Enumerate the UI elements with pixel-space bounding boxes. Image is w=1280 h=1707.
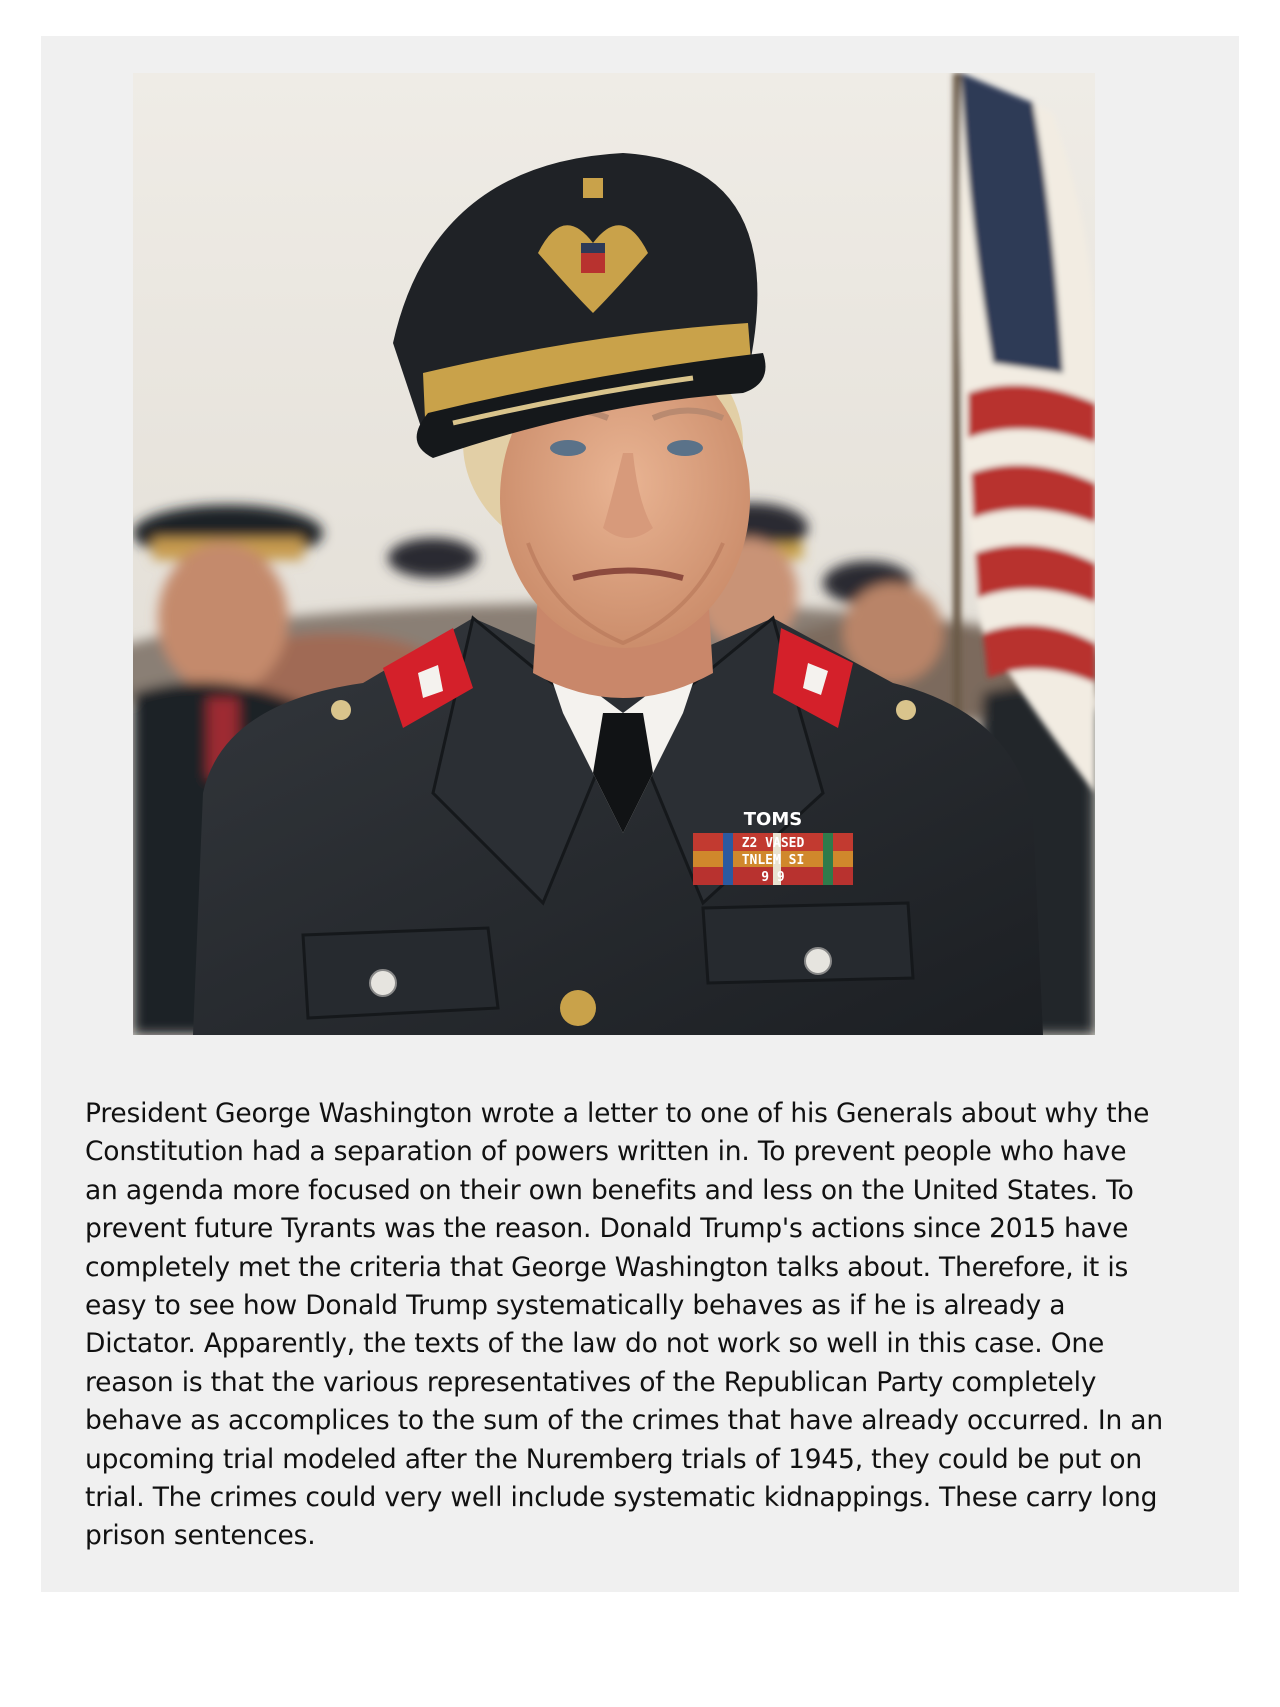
article-line: Dictator. Apparently, the texts of the law do not work so well in this case. One bbox=[85, 1328, 1105, 1360]
post-card bbox=[41, 36, 1239, 1592]
article-line: reason is that the various representatives of the Republican Party completely bbox=[85, 1366, 1097, 1398]
article-line: easy to see how Donald Trump systematically behaves as if he is already a bbox=[85, 1290, 1066, 1322]
ribbon-row-2: TNLEM SI bbox=[741, 853, 805, 868]
article-line: an agenda more focused on their own benefits and less on the United States. To bbox=[85, 1174, 1134, 1206]
article-body bbox=[85, 1095, 1215, 1556]
article-line: prison sentences. bbox=[85, 1520, 316, 1552]
article-line: upcoming trial modeled after the Nuremberg trials of 1945, they could be put on bbox=[85, 1443, 1142, 1475]
portrait-image bbox=[133, 73, 1095, 1035]
article-line: prevent future Tyrants was the reason. Donald Trump's actions since 2015 have bbox=[85, 1213, 1129, 1245]
article-line: behave as accomplices to the sum of the crimes that have already occurred. In an bbox=[85, 1405, 1163, 1437]
portrait-illustration bbox=[133, 73, 1095, 1035]
ribbon-row-3: 9 9 bbox=[761, 870, 785, 885]
article-line: President George Washington wrote a letter to one of his Generals about why the bbox=[85, 1098, 1150, 1129]
article-line: trial. The crimes could very well include systematic kidnappings. These carry long bbox=[85, 1482, 1158, 1514]
ribbon-row-1: Z2 VASED bbox=[741, 836, 805, 851]
article-line: Constitution had a separation of powers written in. To prevent people who have bbox=[85, 1136, 1127, 1168]
article-line: completely met the criteria that George Washington talks about. Therefore, it is bbox=[85, 1251, 1129, 1283]
ribbon-label: TOMS bbox=[743, 809, 803, 830]
